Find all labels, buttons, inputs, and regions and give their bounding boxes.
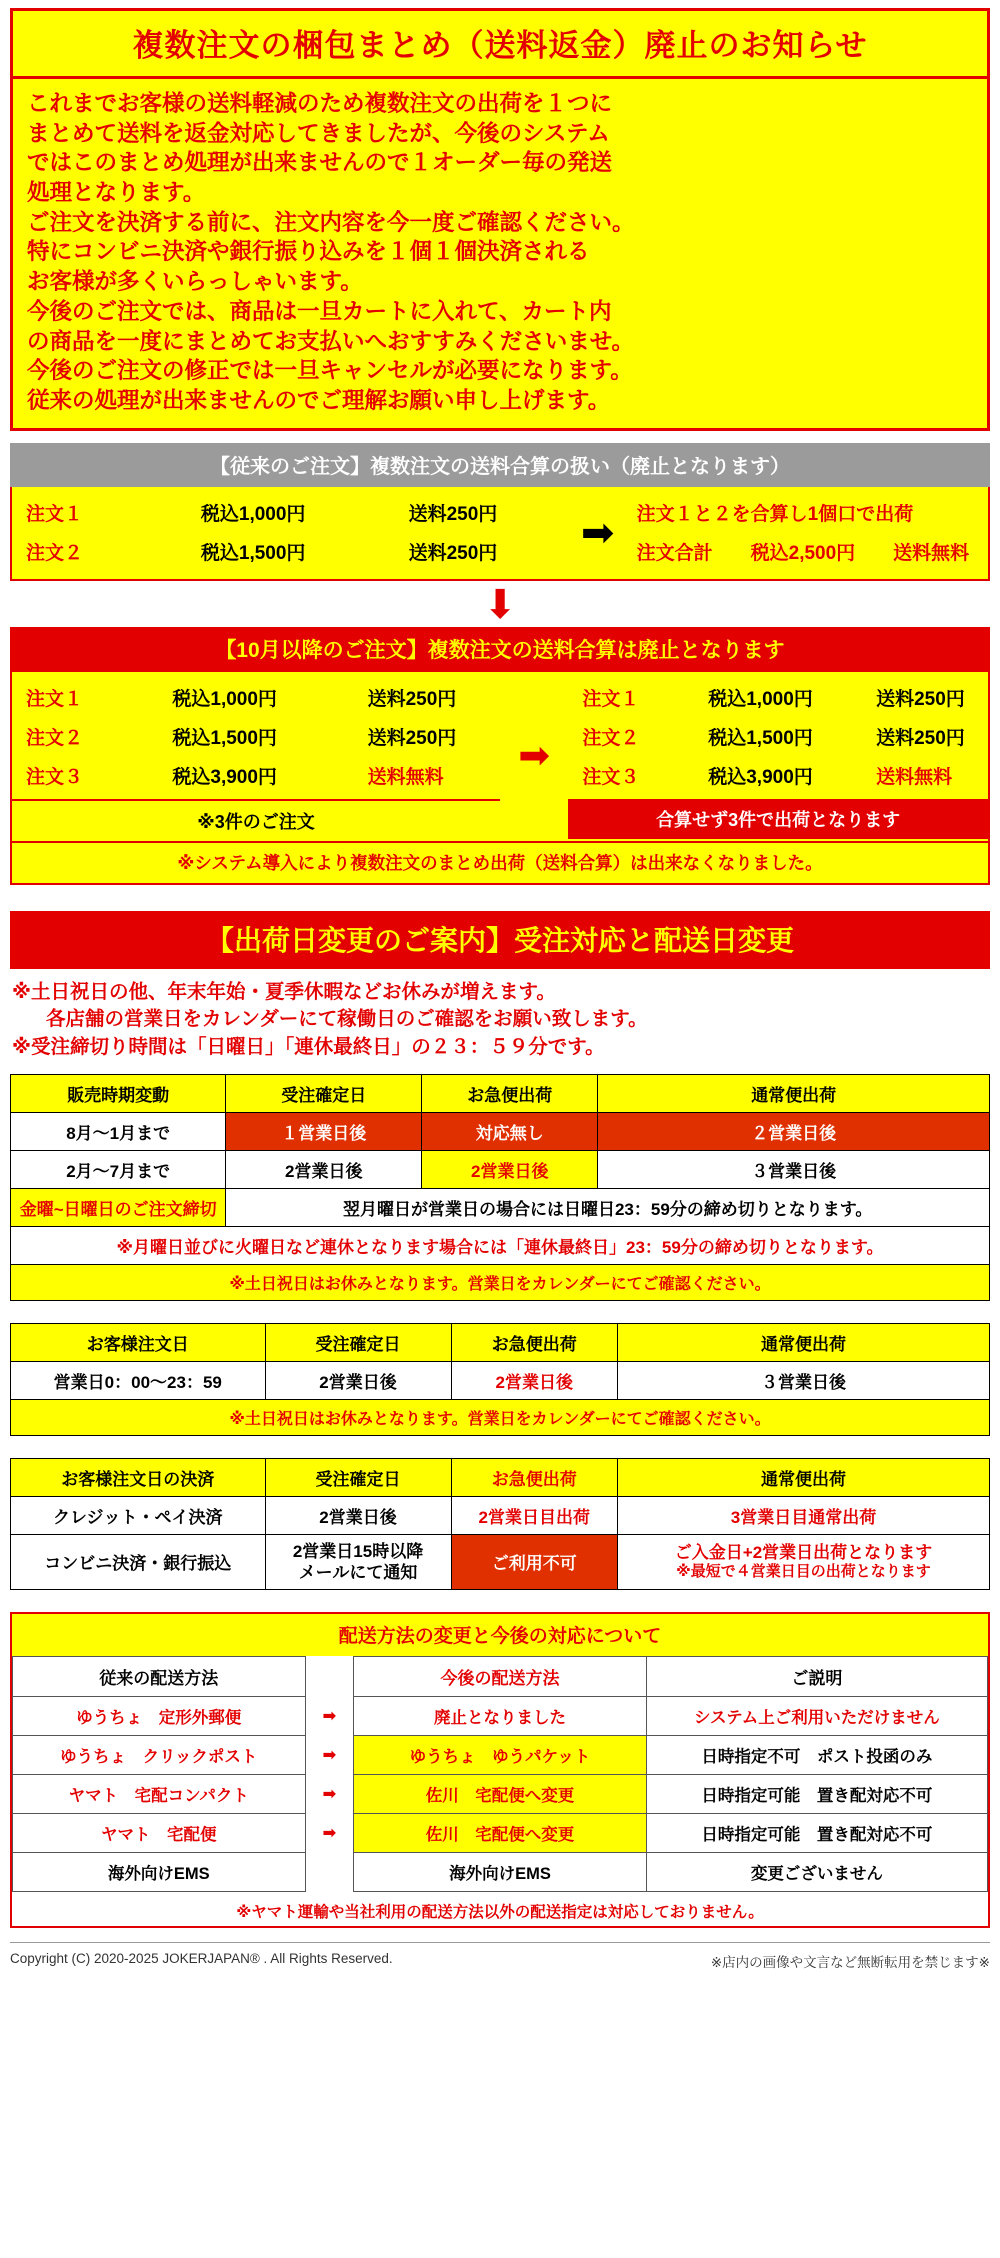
note-text: ※土日祝日はお休みとなります。営業日をカレンダーにてご確認ください。 <box>11 1264 990 1300</box>
cell-express: 2営業日後 <box>451 1361 617 1399</box>
cell-description: 変更ございません <box>646 1853 987 1892</box>
notice-title: 複数注文の梱包まとめ（送料返金）廃止のお知らせ <box>10 8 990 79</box>
october-right-note: 合算せず3件で出荷となります <box>568 799 988 839</box>
note-text: 翌月曜日が営業日の場合には日曜日23：59分の締め切りとなります。 <box>226 1188 990 1226</box>
october-box <box>10 672 990 843</box>
cell-description: 日時指定不可 ポスト投函のみ <box>646 1736 987 1775</box>
order-label: 注文２ <box>582 727 640 749</box>
cell-normal: 3営業日目通常出荷 <box>617 1496 989 1534</box>
cell-express: ご利用不可 <box>451 1534 617 1590</box>
cell-confirm-line2: メールにて通知 <box>298 1562 418 1582</box>
october-footer-note: ※システム導入により複数注文のまとめ出荷（送料合算）は出来なくなりました。 <box>10 843 990 885</box>
arrow-right-icon: ➡ <box>305 1736 354 1775</box>
cell-old-method: ゆうちょ クリックポスト <box>13 1736 306 1775</box>
delivery-method-header: 配送方法の変更と今後の対応について <box>10 1612 990 1656</box>
col-spacer <box>305 1657 354 1697</box>
cell-new-method: 廃止となりました <box>354 1697 647 1736</box>
cell-normal: ２営業日後 <box>598 1112 990 1150</box>
order-shipping: 送料250円 <box>408 542 498 564</box>
note-text: ※月曜日並びに火曜日など連休となります場合には「連休最終日」23：59分の締め切りとなります。 <box>11 1226 990 1264</box>
old-order-left <box>12 487 559 579</box>
cell-old-method: 海外向けEMS <box>13 1853 306 1892</box>
order-label: 注文１ <box>582 688 640 710</box>
order-price: 税込3,900円 <box>708 766 813 788</box>
table-row <box>13 1736 988 1775</box>
order-price: 税込1,500円 <box>200 542 306 564</box>
notice-line: 特にコンビニ決済や銀行振り込みを１個１個決済される <box>27 239 590 265</box>
reuse-warning-text: ※店内の画像や文言など無断転用を禁じます※ <box>710 1955 990 1971</box>
october-right <box>568 672 988 841</box>
arrow-down-icon: ⬇ <box>483 582 517 627</box>
notice-line: 処理となります。 <box>27 180 206 206</box>
order-label: 注文１ <box>26 503 84 525</box>
order-shipping: 送料250円 <box>367 688 457 710</box>
table-row <box>13 1853 988 1892</box>
arrow-right-icon: ➡ <box>305 1775 354 1814</box>
order-shipping: 送料250円 <box>876 727 965 749</box>
col-header: お急便出荷 <box>451 1458 617 1496</box>
table-row <box>13 1697 988 1736</box>
table-header-row <box>11 1458 990 1496</box>
table-header-row <box>11 1323 990 1361</box>
order-shipping: 送料250円 <box>408 503 498 525</box>
col-header: 通常便出荷 <box>617 1458 989 1496</box>
cell-payment-method: クレジット・ペイ決済 <box>11 1496 266 1534</box>
table-header-row <box>11 1074 990 1112</box>
cell-description: 日時指定可能 置き配対応不可 <box>646 1814 987 1853</box>
order-price: 税込1,500円 <box>708 727 813 749</box>
note-text: ※土日祝日はお休みとなります。営業日をカレンダーにてご確認ください。 <box>11 1399 990 1435</box>
table-note-row <box>11 1226 990 1264</box>
old-order-right <box>637 487 988 579</box>
table-row <box>13 1775 988 1814</box>
table-note-row <box>11 1399 990 1435</box>
notice-line: 今後のご注文の修正では一旦キャンセルが必要になります。 <box>27 358 633 384</box>
arrow-right-icon: ➡ <box>305 1697 354 1736</box>
col-header: お急便出荷 <box>422 1074 598 1112</box>
cell-period: 2月～7月まで <box>11 1150 226 1188</box>
table-row <box>11 1150 990 1188</box>
col-header: お客様注文日 <box>11 1323 266 1361</box>
order-price: 税込3,900円 <box>172 766 277 788</box>
cell-confirm: １営業日後 <box>226 1112 422 1150</box>
cell-description: 日時指定可能 置き配対応不可 <box>646 1775 987 1814</box>
table-row <box>11 1361 990 1399</box>
order-price: 税込1,000円 <box>200 503 306 525</box>
october-left-note: ※3件のご注文 <box>12 799 500 841</box>
cell-payment-method: コンビニ決済・銀行振込 <box>11 1534 266 1590</box>
notice-line: の商品を一度にまとめてお支払いへおすすみくださいませ。 <box>27 328 635 354</box>
old-order-section <box>10 443 990 581</box>
delivery-method-table <box>12 1656 988 1892</box>
order-label: 注文１ <box>26 688 84 710</box>
cell-new-method: 海外向けEMS <box>354 1853 647 1892</box>
notice-line: まとめて送料を返金対応してきましたが、今後のシステム <box>27 120 610 146</box>
table-note-row <box>11 1188 990 1226</box>
payment-table <box>10 1458 990 1591</box>
old-order-result-row <box>637 493 988 532</box>
col-header-new: 今後の配送方法 <box>354 1657 647 1697</box>
cell-new-method: 佐川 宅配便へ変更 <box>354 1775 647 1814</box>
order-label: 注文２ <box>26 727 84 749</box>
cell-normal-line1: ご入金日+2営業日出荷となります <box>674 1542 933 1562</box>
cell-confirm: 2営業日後 <box>265 1496 451 1534</box>
order-shipping: 送料無料 <box>876 766 953 788</box>
october-row <box>12 717 500 756</box>
cell-confirm <box>265 1534 451 1590</box>
copyright-text: Copyright (C) 2020-2025 JOKERJAPAN® . All Rights Reserved. <box>10 1951 393 1967</box>
cell-confirm: 2営業日後 <box>226 1150 422 1188</box>
order-price: 税込1,000円 <box>172 688 277 710</box>
old-order-result: 注文１と２を合算し1個口で出荷 <box>636 503 914 525</box>
old-order-row <box>12 532 559 571</box>
col-header-old: 従来の配送方法 <box>13 1657 306 1697</box>
cell-old-method: ゆうちょ 定形外郵便 <box>13 1697 306 1736</box>
table-row <box>11 1534 990 1590</box>
old-order-row <box>12 493 559 532</box>
old-order-header: 【従来のご注文】複数注文の送料合算の扱い（廃止となります） <box>10 443 990 487</box>
notice-line: 従来の処理が出来ませんのでご理解お願い申し上げます。 <box>27 387 611 413</box>
col-header: 受注確定日 <box>265 1323 451 1361</box>
arrow-right-icon: ➡ <box>518 735 551 778</box>
october-row <box>568 717 988 756</box>
ship-change-notes <box>12 979 988 1062</box>
delivery-method-box <box>10 1656 990 1928</box>
table-row <box>11 1112 990 1150</box>
cell-new-method: ゆうちょ ゆうパケット <box>354 1736 647 1775</box>
col-header: お急便出荷 <box>451 1323 617 1361</box>
col-header: 通常便出荷 <box>617 1323 989 1361</box>
schedule-table-2 <box>10 1323 990 1436</box>
ship-change-line: 各店舗の営業日をカレンダーにて稼働日のご確認をお願い致します。 <box>46 1008 648 1031</box>
delivery-method-section <box>10 1612 990 1928</box>
old-order-result-row <box>637 532 988 571</box>
october-header: 【10月以降のご注文】複数注文の送料合算は廃止となります <box>10 627 990 672</box>
table-row <box>11 1496 990 1534</box>
cell-new-method: 佐川 宅配便へ変更 <box>354 1814 647 1853</box>
cell-normal-line2: ※最短で４営業日目の出荷となります <box>676 1563 931 1581</box>
october-row <box>568 678 988 717</box>
ship-change-line: ※受注締切り時間は「日曜日」「連休最終日」の２３：５９分です。 <box>12 1035 605 1058</box>
cell-old-method: ヤマト 宅配便 <box>13 1814 306 1853</box>
order-label: 注文２ <box>26 542 84 564</box>
col-header: お客様注文日の決済 <box>11 1458 266 1496</box>
october-row <box>12 678 500 717</box>
col-header-desc: ご説明 <box>646 1657 987 1697</box>
delivery-method-footer: ※ヤマト運輸や当社利用の配送方法以外の配送指定は対応しておりません。 <box>236 1904 764 1922</box>
order-shipping: 送料250円 <box>367 727 457 749</box>
order-label: 注文３ <box>26 766 84 788</box>
cell-express: 対応無し <box>422 1112 598 1150</box>
col-header: 通常便出荷 <box>598 1074 990 1112</box>
notice-section <box>0 0 1000 431</box>
col-header: 受注確定日 <box>226 1074 422 1112</box>
cell-express: 2営業日目出荷 <box>451 1496 617 1534</box>
notice-body <box>10 79 990 431</box>
arrow-right-icon: ➡ <box>559 487 637 579</box>
notice-line: お客様が多くいらっしゃいます。 <box>27 269 363 295</box>
order-price: 税込1,000円 <box>708 688 813 710</box>
order-shipping: 送料250円 <box>876 688 965 710</box>
col-header: 販売時期変動 <box>11 1074 226 1112</box>
page-footer <box>10 1942 990 1983</box>
old-order-box <box>10 487 990 581</box>
october-left <box>12 672 500 841</box>
notice-line: これまでお客様の送料軽減のため複数注文の出荷を１つに <box>27 91 613 116</box>
table-row <box>13 1814 988 1853</box>
order-label: 注文３ <box>582 766 640 788</box>
ship-change-line: ※土日祝日の他、年末年始・夏季休暇などお休みが増えます。 <box>12 980 556 1003</box>
october-row <box>12 756 500 795</box>
order-shipping: 送料無料 <box>367 766 444 788</box>
cell-normal: ３営業日後 <box>617 1361 989 1399</box>
cell-description: システム上ご利用いただけません <box>646 1697 987 1736</box>
cell-confirm-line1: 2営業日15時以降 <box>292 1541 424 1561</box>
cell-normal <box>617 1534 989 1590</box>
cell-confirm: 2営業日後 <box>265 1361 451 1399</box>
october-row <box>568 756 988 795</box>
arrow-right-icon: ➡ <box>305 1814 354 1853</box>
table-header-row <box>13 1657 988 1697</box>
cell-express: 2営業日後 <box>422 1150 598 1188</box>
notice-line: 今後のご注文では、商品は一旦カートに入れて、カート内 <box>27 298 612 324</box>
ship-change-header: 【出荷日変更のご案内】受注対応と配送日変更 <box>10 911 990 969</box>
arrow-right-icon <box>305 1853 354 1892</box>
table-note-row <box>11 1264 990 1300</box>
col-header: 受注確定日 <box>265 1458 451 1496</box>
schedule-table-1 <box>10 1074 990 1301</box>
old-order-total: 注文合計 税込2,500円 送料無料 <box>636 542 970 564</box>
cell-old-method: ヤマト 宅配コンパクト <box>13 1775 306 1814</box>
order-price: 税込1,500円 <box>172 727 277 749</box>
cell-order-day: 営業日0：00～23：59 <box>11 1361 266 1399</box>
notice-line: ではこのまとめ処理が出来ませんので１オーダー毎の発送 <box>27 150 613 176</box>
notice-line: ご注文を決済する前に、注文内容を今一度ご確認ください。 <box>27 209 635 235</box>
october-section <box>10 627 990 885</box>
note-label: 金曜~日曜日のご注文締切 <box>11 1188 226 1226</box>
cell-period: 8月～1月まで <box>11 1112 226 1150</box>
cell-normal: ３営業日後 <box>598 1150 990 1188</box>
